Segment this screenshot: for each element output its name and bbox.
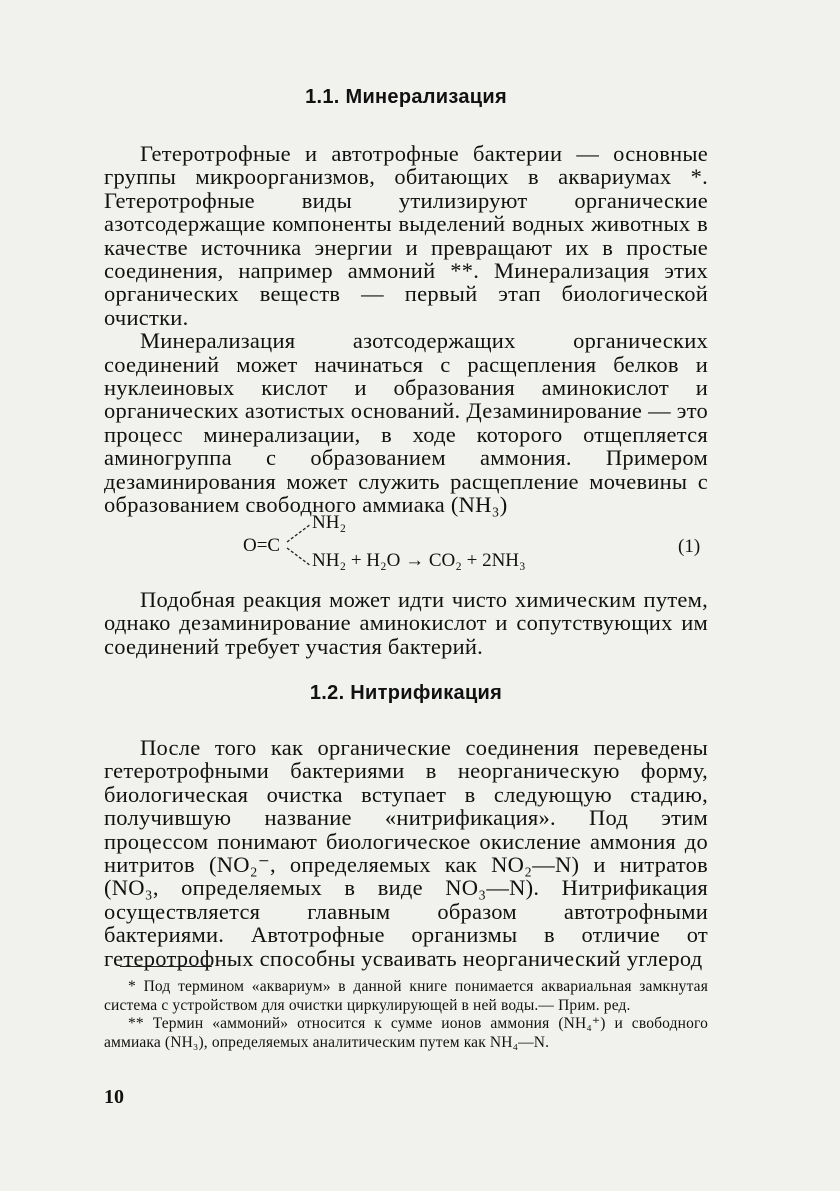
equation-number: (1) — [678, 536, 701, 557]
section-1 — [104, 86, 708, 517]
equation-bottom: NH₂ + H₂O → CO₂ + 2NH₃ — [312, 550, 526, 571]
footnote-divider — [120, 966, 212, 967]
section-2 — [104, 682, 708, 970]
paragraph: Подобная реакция может идти чисто химическим путем, однако дезаминирование аминокислот и сопутствующих им соединений требует участия бактерий. — [104, 587, 708, 659]
paragraph: Гетеротрофные и автотрофные бактерии — основные группы микроорганизмов, обитающих в аквариумах *. Гетеротрофные виды утилизируют органические азотсодержащие компоненты выделений водных животных в качестве источника энергии и превращают их в простые соединения, например аммоний **. Минерализация этих органических веществ — первый этап биологической очистки. — [104, 141, 708, 330]
equation-left: O=C — [243, 535, 281, 556]
footnote-2: ** Термин «аммоний» относится к сумме ионов аммония (NH₄⁺) и свободного аммиака (NH₃), определяемых аналитическим путем как NH₄—N. — [104, 1015, 708, 1051]
equation-top-group: NH₂ — [312, 512, 347, 533]
paragraph: После того как органические соединения переведены гетеротрофными бактериями в неорганическую форму, биологическая очистка вступает в следующую стадию, получившую название «нитрификация». Под этим процессом понимают биологическое окисление аммония до нитритов (NO₂⁻, определяемых как NO₂—N) и нитратов (NO₃, определяемых в виде NO₃—N). Нитрификация осуществляется главным образом автотрофными бактериями. Автотрофные организмы в отличие от гетеротрофных способны усваивать неорганический углерод — [104, 735, 708, 971]
section-heading-nitrification: 1.2. Нитрификация — [309, 682, 503, 704]
footnote-1: * Под термином «аквариум» в данной книге понимается аквариальная замкнутая система с устройством для очистки циркулирующей в ней воды.— Прим. ред. — [104, 978, 708, 1014]
footnotes — [104, 978, 708, 1052]
equation-bonds — [285, 520, 315, 570]
section-1-end — [104, 588, 708, 658]
section-heading-mineralization: 1.1. Минерализация — [305, 86, 507, 108]
paragraph: Минерализация азотсодержащих органических соединений может начинаться с расщепления белков и нуклеиновых кислот и образования аминокислот и органических азотистых оснований. Дезаминирование — это процесс минерализации, в ходе которого отщепляется аминогруппа с образованием аммония. Примером дезаминирования может служить расщепление мочевины с образованием свободного аммиака (NH₃) — [104, 328, 708, 518]
page-number: 10 — [104, 1086, 124, 1108]
